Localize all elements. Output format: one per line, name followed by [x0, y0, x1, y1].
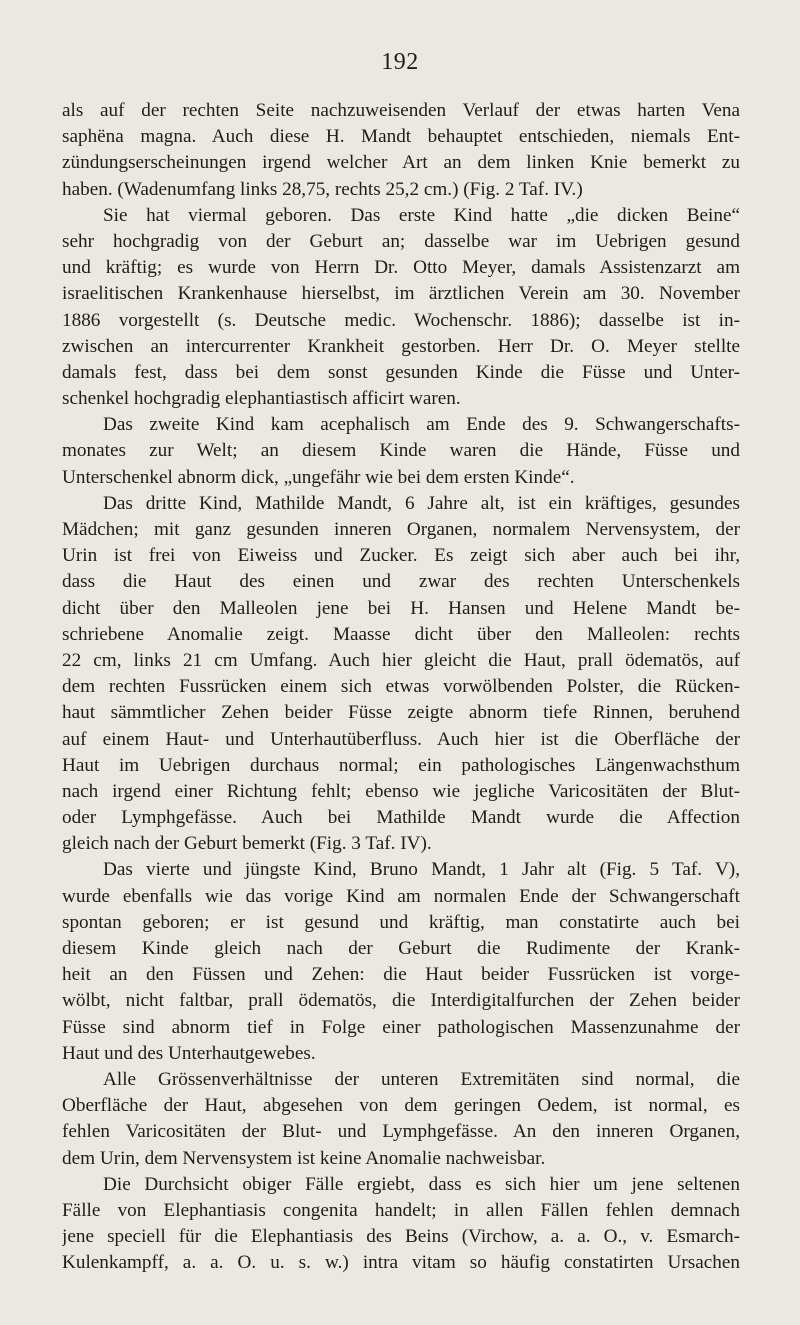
- text-line: und kräftig; es wurde von Herrn Dr. Otto Meyer, damals Assistenzarzt am: [62, 257, 740, 279]
- text-line: zwischen an intercurrenter Krankheit gestorben. Herr Dr. O. Meyer stellte: [62, 335, 740, 357]
- text-line: Alle Grössenverhältnisse der unteren Extremitäten sind normal, die: [103, 1068, 740, 1090]
- text-line: Haut im Uebrigen durchaus normal; ein pathologisches Längenwachsthum: [62, 754, 740, 776]
- text-line: Füsse sind abnorm tief in Folge einer pathologischen Massenzunahme der: [62, 1016, 740, 1038]
- text-line: monates zur Welt; an diesem Kinde waren die Hände, Füsse und: [62, 440, 740, 462]
- text-line: oder Lymphgefässe. Auch bei Mathilde Mandt wurde die Affection: [62, 807, 740, 829]
- text-line: saphëna magna. Auch diese H. Mandt behauptet entschieden, niemals Ent-: [62, 126, 740, 148]
- text-line: 1886 vorgestellt (s. Deutsche medic. Wochenschr. 1886); dasselbe ist in-: [62, 309, 740, 331]
- text-line: auf einem Haut- und Unterhautüberfluss. Auch hier ist die Oberfläche der: [62, 728, 740, 750]
- text-line: diesem Kinde gleich nach der Geburt die Rudimente der Krank-: [62, 938, 740, 959]
- text-line: dem rechten Fussrücken einem sich etwas vorwölbenden Polster, die Rücken-: [62, 676, 740, 698]
- text-line: damals fest, dass bei dem sonst gesunden Kinde die Füsse und Unter-: [62, 361, 740, 383]
- text-line: Das dritte Kind, Mathilde Mandt, 6 Jahre alt, ist ein kräftiges, gesundes: [103, 492, 740, 514]
- text-line: zündungserscheinungen irgend welcher Art an dem linken Knie bemerkt zu: [62, 152, 740, 174]
- text-line: jene speciell für die Elephantiasis des Beins (Virchow, a. a. O., v. Esmarch-: [62, 1226, 740, 1248]
- text-line: heit an den Füssen und Zehen: die Haut beider Fussrücken ist vorge-: [62, 964, 740, 986]
- text-line: haut sämmtlicher Zehen beider Füsse zeigte abnorm tiefe Rinnen, beruhend: [62, 702, 740, 724]
- page-number: 192: [381, 49, 419, 75]
- text-line: schriebene Anomalie zeigt. Maasse dicht über den Malleolen: rechts: [62, 623, 740, 645]
- text-line: wölbt, nicht faltbar, prall ödematös, die Interdigitalfurchen der Zehen beider: [62, 990, 740, 1012]
- body-text: [62, 98, 740, 1276]
- text-line: Das zweite Kind kam acephalisch am Ende des 9. Schwangerschafts-: [103, 414, 740, 436]
- text-line: Urin ist frei von Eiweiss und Zucker. Es zeigt sich aber auch bei ihr,: [62, 545, 740, 567]
- text-line: Die Durchsicht obiger Fälle ergiebt, dass es sich hier um jene seltenen: [103, 1173, 740, 1195]
- text-line: nach irgend einer Richtung fehlt; ebenso wie jegliche Varicositäten der Blut-: [62, 780, 740, 802]
- text-line: Das vierte und jüngste Kind, Bruno Mandt, 1 Jahr alt (Fig. 5 Taf. V),: [103, 859, 740, 881]
- text-line: dem Urin, dem Nervensystem ist keine Anomalie nachweisbar.: [62, 1147, 546, 1169]
- text-line: Oberfläche der Haut, abgesehen von dem geringen Oedem, ist normal, es: [62, 1095, 740, 1117]
- text-line: als auf der rechten Seite nachzuweisenden Verlauf der etwas harten Vena: [62, 100, 740, 121]
- text-line: sehr hochgradig von der Geburt an; dasselbe war im Uebrigen gesund: [62, 230, 740, 252]
- text-line: gleich nach der Geburt bemerkt (Fig. 3 Taf. IV).: [62, 833, 432, 855]
- text-line: 22 cm, links 21 cm Umfang. Auch hier gleicht die Haut, prall ödematös, auf: [62, 649, 740, 671]
- text-line: Haut und des Unterhautgewebes.: [62, 1042, 316, 1064]
- text-line: Kulenkampff, a. a. O. u. s. w.) intra vitam so häufig constatirten Ursachen: [62, 1252, 740, 1274]
- text-line: Sie hat viermal geboren. Das erste Kind hatte „die dicken Beine“: [103, 204, 740, 226]
- text-line: schenkel hochgradig elephantiastisch afficirt waren.: [62, 388, 461, 410]
- text-line: dicht über den Malleolen jene bei H. Hansen und Helene Mandt be-: [62, 597, 740, 619]
- text-line: Mädchen; mit ganz gesunden inneren Organen, normalem Nervensystem, der: [62, 519, 740, 540]
- text-line: fehlen Varicositäten der Blut- und Lymphgefässe. An den inneren Organen,: [62, 1121, 740, 1143]
- text-line: dass die Haut des einen und zwar des rechten Unterschenkels: [62, 571, 740, 593]
- text-line: spontan geboren; er ist gesund und kräftig, man constatirte auch bei: [62, 911, 740, 933]
- text-line: haben. (Wadenumfang links 28,75, rechts 25,2 cm.) (Fig. 2 Taf. IV.): [62, 178, 583, 200]
- text-line: israelitischen Krankenhause hierselbst, im ärztlichen Verein am 30. November: [62, 283, 740, 305]
- text-line: wurde ebenfalls wie das vorige Kind am normalen Ende der Schwangerschaft: [62, 885, 740, 907]
- text-line: Fälle von Elephantiasis congenita handelt; in allen Fällen fehlen demnach: [62, 1199, 740, 1221]
- text-line: Unterschenkel abnorm dick, „ungefähr wie bei dem ersten Kinde“.: [62, 466, 575, 488]
